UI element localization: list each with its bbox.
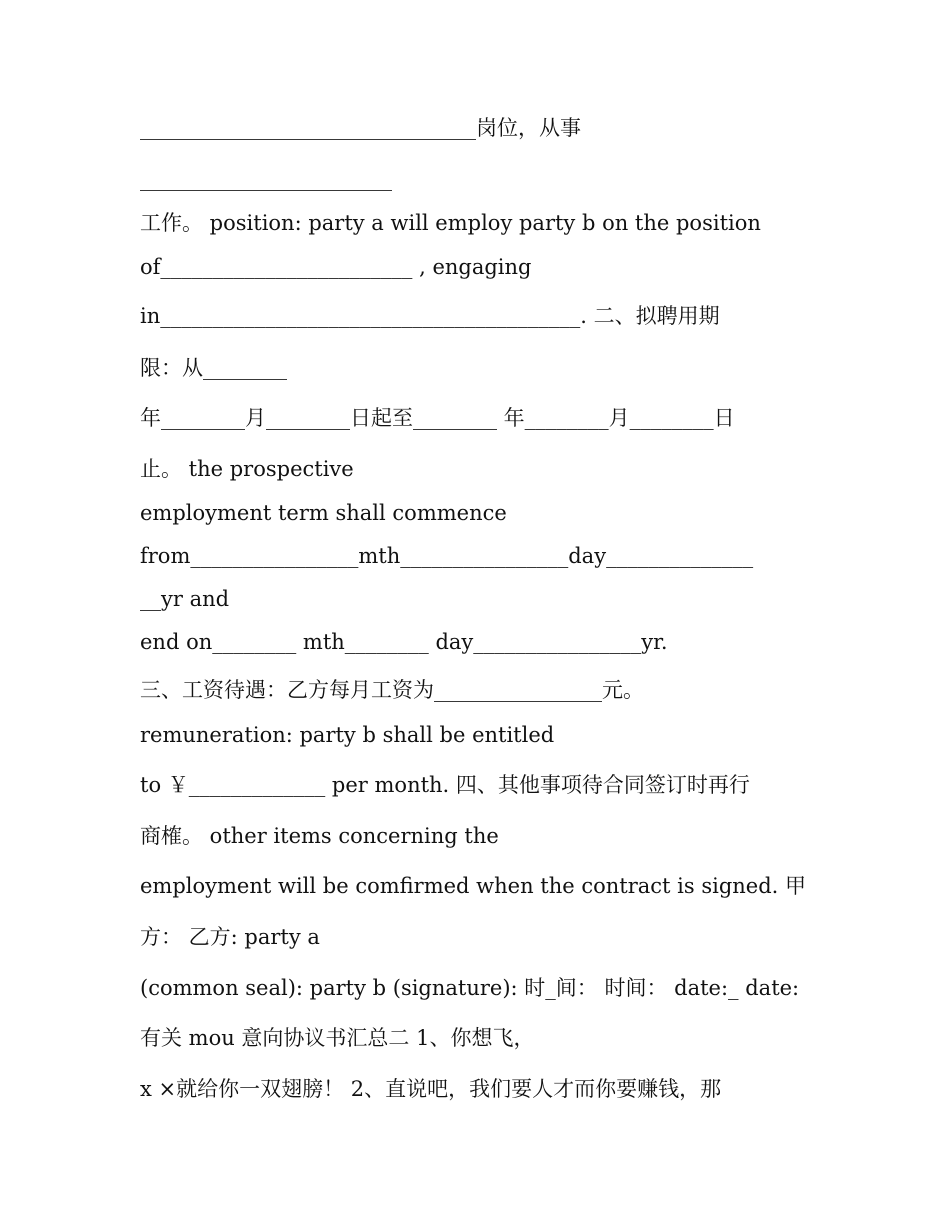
doc-line: 三、工资待遇：乙方每月工资为________________元。 — [140, 678, 644, 702]
doc-line: of________________________ , engaging — [140, 255, 532, 279]
doc-line: 止。 the prospective — [140, 457, 354, 481]
doc-line: remuneration: party b shall be entitled — [140, 723, 555, 747]
doc-line: employment term shall commence — [140, 501, 507, 525]
doc-line: (common seal): party b (signature): 时_间： 时间： date:_ date: — [140, 976, 800, 1000]
doc-line: 年________月________日起至________ 年________月________日 — [140, 406, 735, 430]
doc-line: 有关 mou 意向协议书汇总二 1、你想飞， — [140, 1026, 535, 1050]
doc-line: end on________ mth________ day________________yr. — [140, 630, 668, 654]
doc-line: ________________________ — [140, 167, 392, 191]
doc-line: 工作。 position: party a will employ party b on the position — [140, 211, 761, 235]
doc-line: ________________________________岗位，从事 — [140, 116, 581, 140]
doc-line: 方： 乙方: party a — [140, 925, 320, 949]
doc-line: __yr and — [140, 587, 230, 611]
doc-line: in________________________________________. 二、拟聘用期 — [140, 304, 720, 328]
doc-line: x ×就给你一双翅膀！ 2、直说吧，我们要人才而你要赚钱，那 — [140, 1077, 722, 1101]
doc-line: to ￥_____________ per month. 四、其他事项待合同签订时再行 — [140, 773, 750, 797]
doc-line: 商榷。 other items concerning the — [140, 824, 499, 848]
doc-line: from________________mth________________day______________ — [140, 544, 754, 568]
doc-line: employment will be comfirmed when the contract is signed. 甲 — [140, 874, 807, 898]
doc-line: 限：从________ — [140, 356, 287, 380]
